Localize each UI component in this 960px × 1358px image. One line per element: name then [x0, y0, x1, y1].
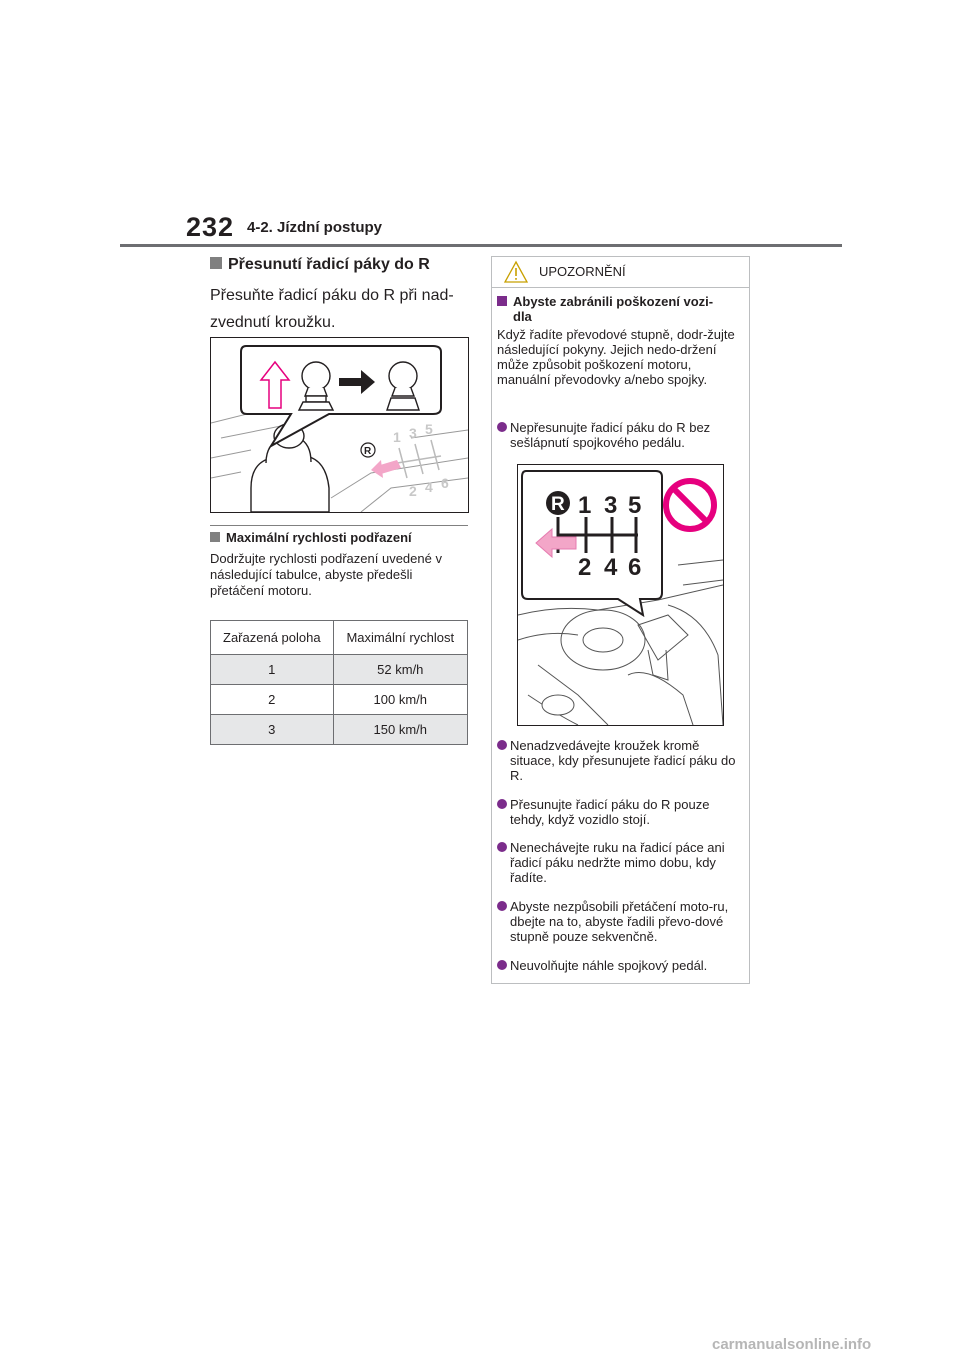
header-divider [120, 244, 842, 247]
warning-heading-line [497, 294, 743, 309]
warning-bullet [497, 797, 743, 827]
gear-label: 2 [409, 483, 417, 499]
table-row [211, 685, 468, 715]
bullet-text: Nenechávejte ruku na řadicí páce ani řadicí páku nedržte mimo dobu, kdy řadíte. [510, 840, 725, 885]
table-cell: 150 km/h [333, 715, 467, 745]
gear-label: 3 [604, 492, 618, 519]
warning-bullet [497, 899, 743, 944]
warning-bullet [497, 738, 743, 783]
gear-label: 3 [409, 425, 417, 441]
shift-lever-illustration [210, 337, 469, 513]
warning-bullet [497, 840, 743, 885]
warning-heading-text: Abyste zabránili poškození vozi- [513, 294, 714, 309]
warning-heading-line: dla [513, 309, 532, 324]
bullet-text: Nepřesunujte řadicí páku do R bez sešlápnutí spojkového pedálu. [510, 420, 711, 450]
warning-heading [497, 294, 743, 324]
section-heading-text: Přesunutí řadicí páky do R [228, 256, 430, 273]
section-paragraph [210, 282, 468, 336]
subsection-heading [210, 530, 412, 545]
gear-label: 5 [425, 421, 433, 437]
bullet-dot-icon [497, 740, 507, 750]
downshift-speed-table [210, 620, 468, 745]
bullet-text: Přesunujte řadicí páku do R pouze tehdy, když vozidlo stojí. [510, 797, 710, 827]
bullet-text: Abyste nezpůsobili přetáčení moto-ru, dbejte na to, abyste řadili převo-dové stupně pouze sekvenčně. [510, 899, 729, 944]
bullet-dot-icon [497, 842, 507, 852]
watermark: carmanualsonline.info [712, 1336, 872, 1353]
paragraph-line: Přesuňte řadicí páku do R při nad- [210, 287, 454, 304]
gear-label: 4 [604, 554, 618, 581]
table-row [211, 715, 468, 745]
bullet-dot-icon [497, 960, 507, 970]
section-heading [210, 256, 430, 274]
paragraph-line: zvednutí kroužku. [210, 314, 336, 331]
prohibited-icon [666, 481, 714, 529]
gear-label: 1 [578, 492, 592, 519]
warning-header-divider [491, 287, 750, 288]
page-number: 232 [186, 212, 235, 242]
square-bullet-icon [210, 257, 222, 269]
table-row [211, 655, 468, 685]
bullet-dot-icon [497, 901, 507, 911]
warning-bullet [497, 958, 743, 973]
table-cell: 3 [211, 715, 334, 745]
bullet-dot-icon [497, 799, 507, 809]
no-reverse-without-clutch-illustration [517, 464, 724, 726]
bullet-dot-icon [497, 422, 507, 432]
table-cell: 52 km/h [333, 655, 467, 685]
gear-label: 6 [628, 554, 642, 581]
subsection-paragraph: Dodržujte rychlosti podřazení uvedené v následující tabulce, abyste předešli přetáčení motoru. [210, 551, 442, 598]
warning-triangle-icon [503, 260, 529, 289]
warning-title: UPOZORNĚNÍ [539, 264, 626, 279]
gear-label: 4 [425, 479, 433, 495]
warning-intro: Když řadíte převodové stupně, dodr-žujte následující pokyny. Jejich nedo-držení může způsobit poškození motoru, manuální převodovky a/nebo spojky. [497, 327, 735, 387]
reverse-gear-label: R [364, 446, 372, 457]
table-cell: 2 [211, 685, 334, 715]
table-header: Zařazená poloha [211, 621, 334, 655]
bullet-text: Nenadzvedávejte kroužek kromě situace, kdy přesunujete řadicí páku do R. [510, 738, 736, 783]
table-cell: 100 km/h [333, 685, 467, 715]
gear-label: 5 [628, 492, 642, 519]
reverse-gear-label: R [551, 494, 565, 515]
gear-label: 1 [393, 429, 401, 445]
gear-label: 6 [441, 475, 449, 491]
subsection-divider [210, 525, 468, 526]
warning-bullet [497, 420, 743, 450]
table-cell: 1 [211, 655, 334, 685]
gear-label: 2 [578, 554, 592, 581]
section-title: 4-2. Jízdní postupy [247, 219, 383, 236]
subsection-heading-text: Maximální rychlosti podřazení [226, 530, 412, 545]
bullet-text: Neuvolňujte náhle spojkový pedál. [510, 958, 708, 973]
square-bullet-icon [497, 296, 507, 306]
square-bullet-icon [210, 532, 220, 542]
table-header: Maximální rychlost [333, 621, 467, 655]
table-header-row [211, 621, 468, 655]
